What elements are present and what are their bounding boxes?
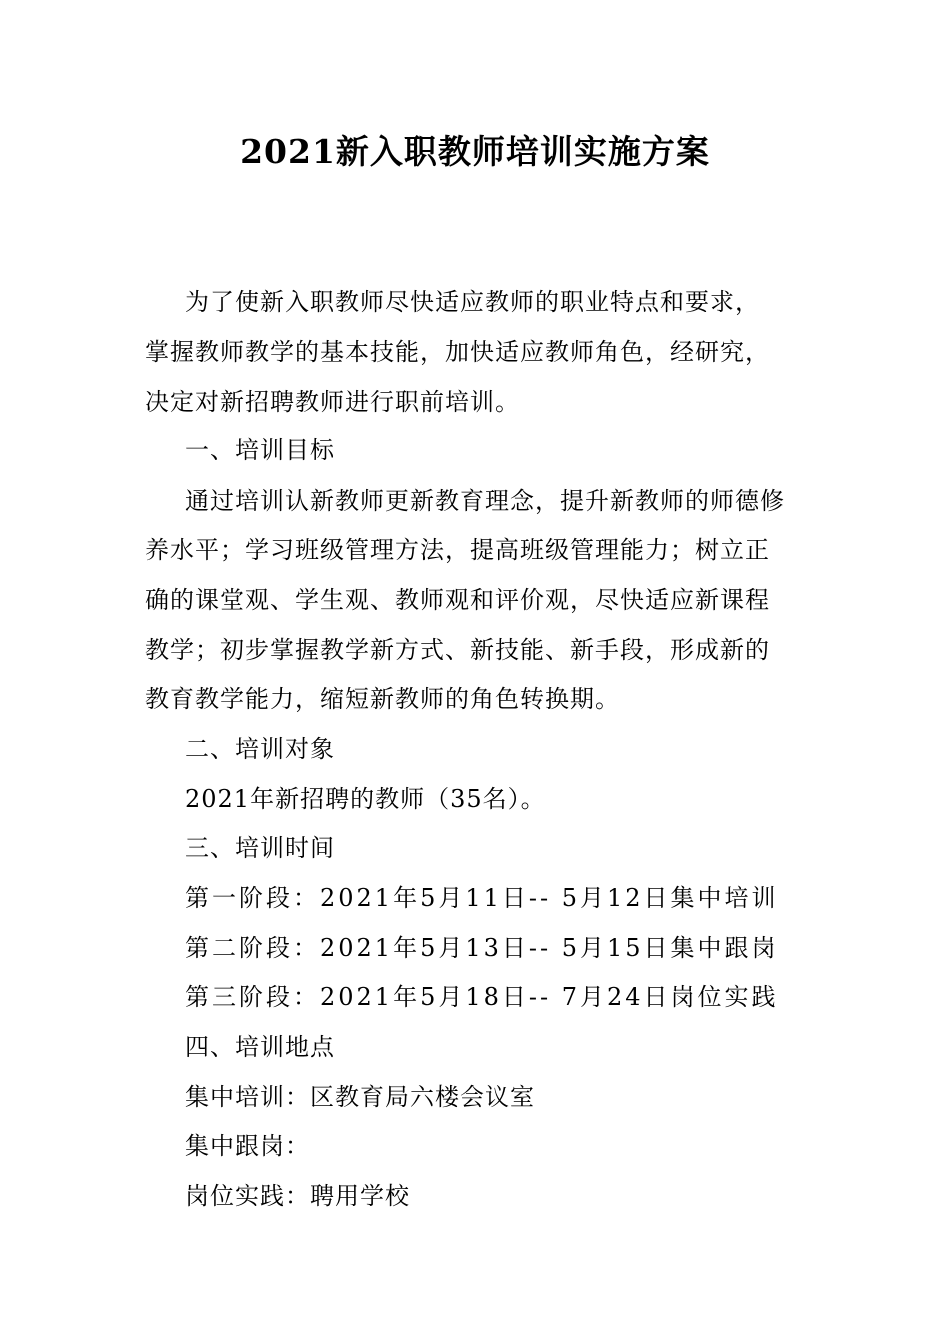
document-title: 2021新入职教师培训实施方案 (240, 132, 710, 171)
section4-heading: 四、培训地点 (185, 1033, 335, 1061)
stage-3: 第三阶段：2021年5月18日-- 7月24日岗位实践 (185, 983, 779, 1011)
intro-line-3: 决定对新招聘教师进行职前培训。 (145, 388, 520, 416)
section3-heading: 三、培训时间 (185, 834, 335, 862)
section1-line-5: 教育教学能力，缩短新教师的角色转换期。 (145, 685, 620, 713)
place-2: 集中跟岗： (185, 1132, 310, 1160)
section1-line-4: 教学；初步掌握教学新方式、新技能、新手段，形成新的 (145, 636, 770, 664)
section1-heading: 一、培训目标 (185, 436, 335, 464)
stage-2: 第二阶段：2021年5月13日-- 5月15日集中跟岗 (185, 934, 779, 962)
intro-line-2: 掌握教师教学的基本技能，加快适应教师角色，经研究， (145, 338, 770, 366)
place-1: 集中培训：区教育局六楼会议室 (185, 1083, 535, 1111)
intro-line-1: 为了使新入职教师尽快适应教师的职业特点和要求， (185, 288, 760, 316)
section1-line-3: 确的课堂观、学生观、教师观和评价观，尽快适应新课程 (145, 586, 770, 614)
section1-line-1: 通过培训认新教师更新教育理念，提升新教师的师德修 (185, 487, 785, 515)
place-3: 岗位实践：聘用学校 (185, 1182, 410, 1210)
section1-line-2: 养水平；学习班级管理方法，提高班级管理能力；树立正 (145, 536, 770, 564)
section2-heading: 二、培训对象 (185, 735, 335, 763)
section2-text: 2021年新招聘的教师（35名）。 (185, 785, 546, 813)
stage-1: 第一阶段：2021年5月11日-- 5月12日集中培训 (185, 884, 779, 912)
